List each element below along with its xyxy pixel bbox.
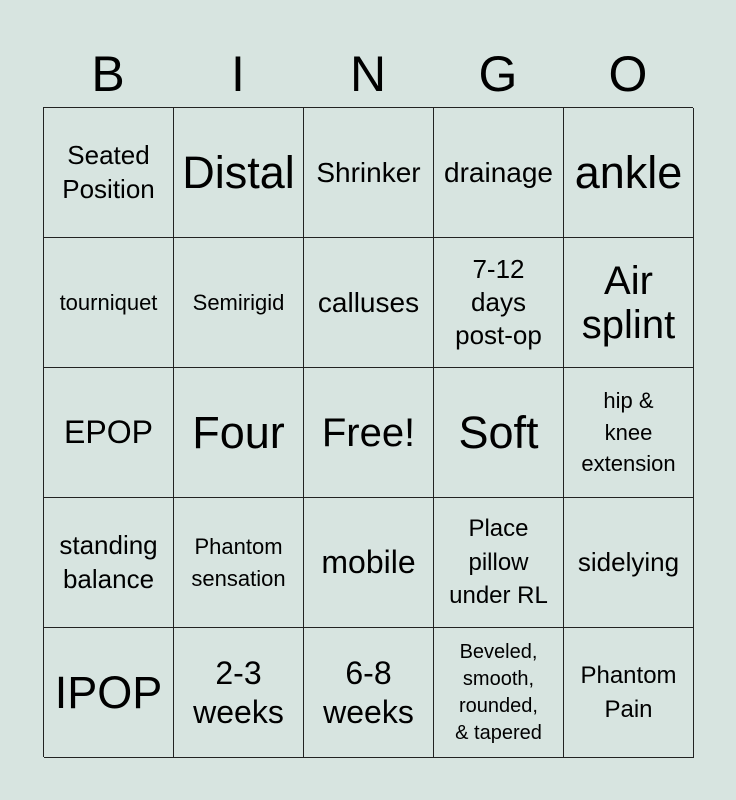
bingo-cell[interactable]: Beveled, smooth, rounded, & tapered <box>434 628 564 758</box>
bingo-cell[interactable]: standing balance <box>44 498 174 628</box>
header-letter-g: G <box>478 46 518 102</box>
bingo-cell[interactable]: tourniquet <box>44 238 174 368</box>
bingo-cell[interactable]: IPOP <box>44 628 174 758</box>
bingo-cell[interactable]: hip & knee extension <box>564 368 694 498</box>
bingo-cell[interactable]: Phantom Pain <box>564 628 694 758</box>
bingo-cell[interactable]: Distal <box>174 108 304 238</box>
bingo-cell[interactable]: Soft <box>434 368 564 498</box>
bingo-cell[interactable]: Semirigid <box>174 238 304 368</box>
bingo-cell[interactable]: Phantom sensation <box>174 498 304 628</box>
free-space-cell[interactable]: Free! <box>304 368 434 498</box>
bingo-cell[interactable]: Seated Position <box>44 108 174 238</box>
bingo-cell[interactable]: EPOP <box>44 368 174 498</box>
bingo-cell[interactable]: sidelying <box>564 498 694 628</box>
header-letter-i: I <box>231 46 245 102</box>
bingo-cell[interactable]: 7-12 days post-op <box>434 238 564 368</box>
bingo-cell[interactable]: Air splint <box>564 238 694 368</box>
header-letter-n: N <box>349 46 387 102</box>
bingo-header <box>43 42 693 106</box>
header-letter-b: B <box>91 46 125 102</box>
bingo-cell[interactable]: 2-3 weeks <box>174 628 304 758</box>
bingo-cell[interactable]: drainage <box>434 108 564 238</box>
bingo-cell[interactable]: Four <box>174 368 304 498</box>
bingo-cell[interactable]: ankle <box>564 108 694 238</box>
bingo-cell[interactable]: Place pillow under RL <box>434 498 564 628</box>
bingo-cell[interactable]: mobile <box>304 498 434 628</box>
bingo-cell[interactable]: Shrinker <box>304 108 434 238</box>
bingo-grid <box>43 107 693 757</box>
bingo-cell[interactable]: calluses <box>304 238 434 368</box>
bingo-cell[interactable]: 6-8 weeks <box>304 628 434 758</box>
header-letter-o: O <box>608 46 648 102</box>
